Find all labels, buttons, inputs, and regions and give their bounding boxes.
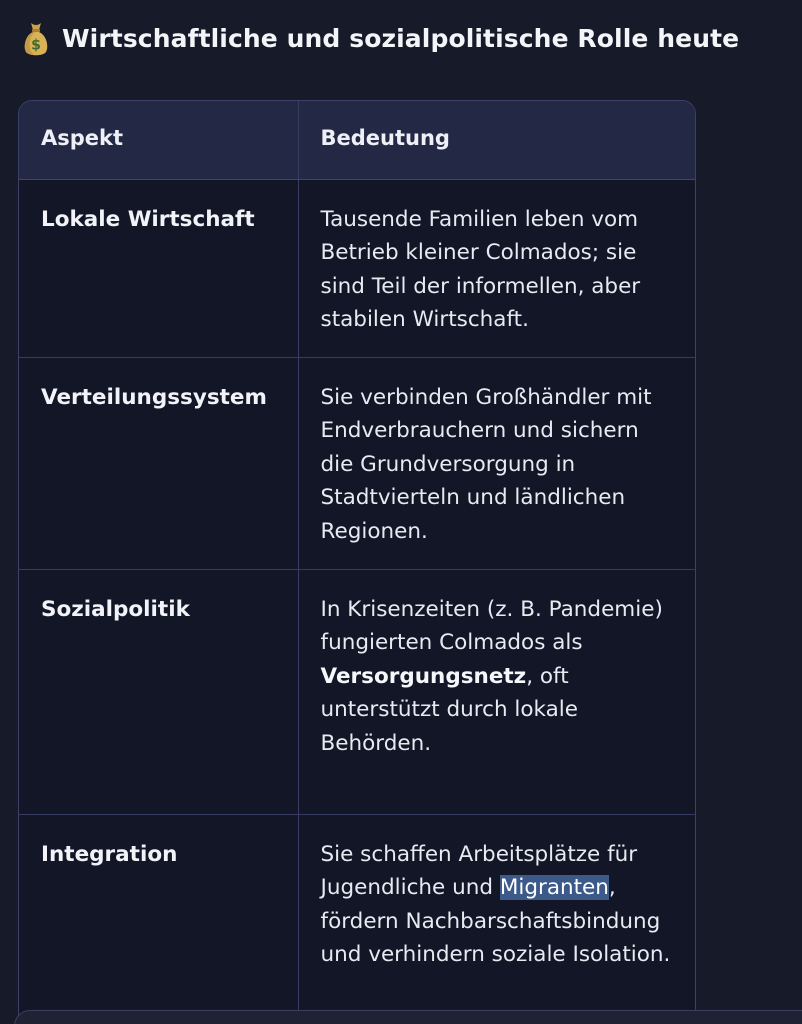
table-row (19, 569, 696, 814)
selected-text[interactable]: Migranten (499, 875, 609, 900)
column-header-aspekt: Aspekt (19, 101, 298, 179)
svg-text:$: $ (31, 37, 41, 54)
aspekt-cell: Lokale Wirtschaft (19, 179, 298, 357)
message-input-bar[interactable] (14, 1010, 802, 1024)
section-heading (22, 18, 739, 58)
table-header-row (19, 101, 696, 179)
section-title: Wirtschaftliche und sozialpolitische Rolle heute (62, 23, 740, 53)
table-row (19, 179, 696, 357)
bedeutung-cell: Tausende Familien leben vom Betrieb kleiner Colmados; sie sind Teil der informellen, aber stabilen Wirtschaft. (298, 179, 696, 357)
bedeutung-text: , oft unterstützt durch lokale Behörden. (320, 663, 578, 756)
aspekt-cell: Integration (19, 814, 298, 1024)
bedeutung-cell: Sie verbinden Großhändler mit Endverbrauchern und sichern die Grundversorgung in Stadtvierteln und ländlichen Regionen. (298, 357, 696, 569)
table-row (19, 357, 696, 569)
money-bag-icon (22, 20, 50, 56)
role-table (18, 100, 696, 1024)
bedeutung-cell (298, 569, 696, 814)
aspekt-cell: Verteilungssystem (19, 357, 298, 569)
bold-term: Versorgungsnetz (320, 663, 527, 689)
bedeutung-cell (298, 814, 696, 1024)
bedeutung-text: , fördern Nachbarschaftsbindung und verhindern soziale Isolation. (320, 875, 671, 967)
table-row (19, 814, 696, 1024)
bedeutung-text: Sie schaffen Arbeitsplätze für Jugendliche und (320, 841, 638, 900)
aspekt-cell: Sozialpolitik (19, 569, 298, 814)
bedeutung-text: In Krisenzeiten (z. B. Pandemie) fungierten Colmados als (320, 596, 663, 655)
column-header-bedeutung: Bedeutung (298, 101, 696, 179)
